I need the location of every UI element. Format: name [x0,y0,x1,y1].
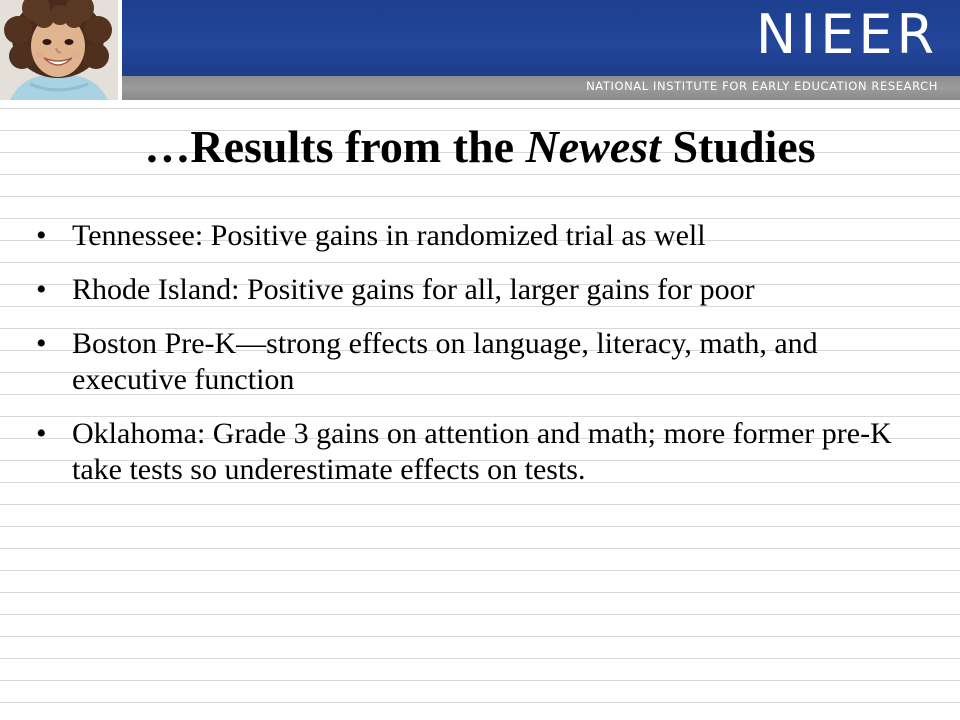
bullet-item [36,218,936,254]
bullet-text: Oklahoma: Grade 3 gains on attention and math; more former pre-K take tests so underestimate effects on tests. [72,417,892,486]
bullet-dot: • [36,273,47,306]
header [0,0,960,100]
title-emphasis: Newest [525,121,661,172]
bullet-dot: • [36,327,47,360]
bullet-item [36,326,936,398]
organization-name: NATIONAL INSTITUTE FOR EARLY EDUCATION RESEARCH [586,79,938,93]
title-prefix: …Results from the [144,121,526,172]
bullet-text: Boston Pre-K—strong effects on language, literacy, math, and executive function [72,327,818,396]
child-photo [0,0,118,100]
slide-title [0,122,960,173]
bullet-list [36,218,936,506]
child-photo-illustration [0,0,118,100]
header-subtitle-bar [122,76,960,100]
nieer-logo: NIEER [755,3,938,66]
title-suffix: Studies [660,121,816,172]
bullet-text: Rhode Island: Positive gains for all, larger gains for poor [72,273,755,306]
bullet-dot: • [36,219,47,252]
bullet-item [36,416,936,488]
bullet-text: Tennessee: Positive gains in randomized trial as well [72,219,706,252]
header-banner [122,0,960,76]
bullet-dot: • [36,417,47,450]
bullet-item [36,272,936,308]
